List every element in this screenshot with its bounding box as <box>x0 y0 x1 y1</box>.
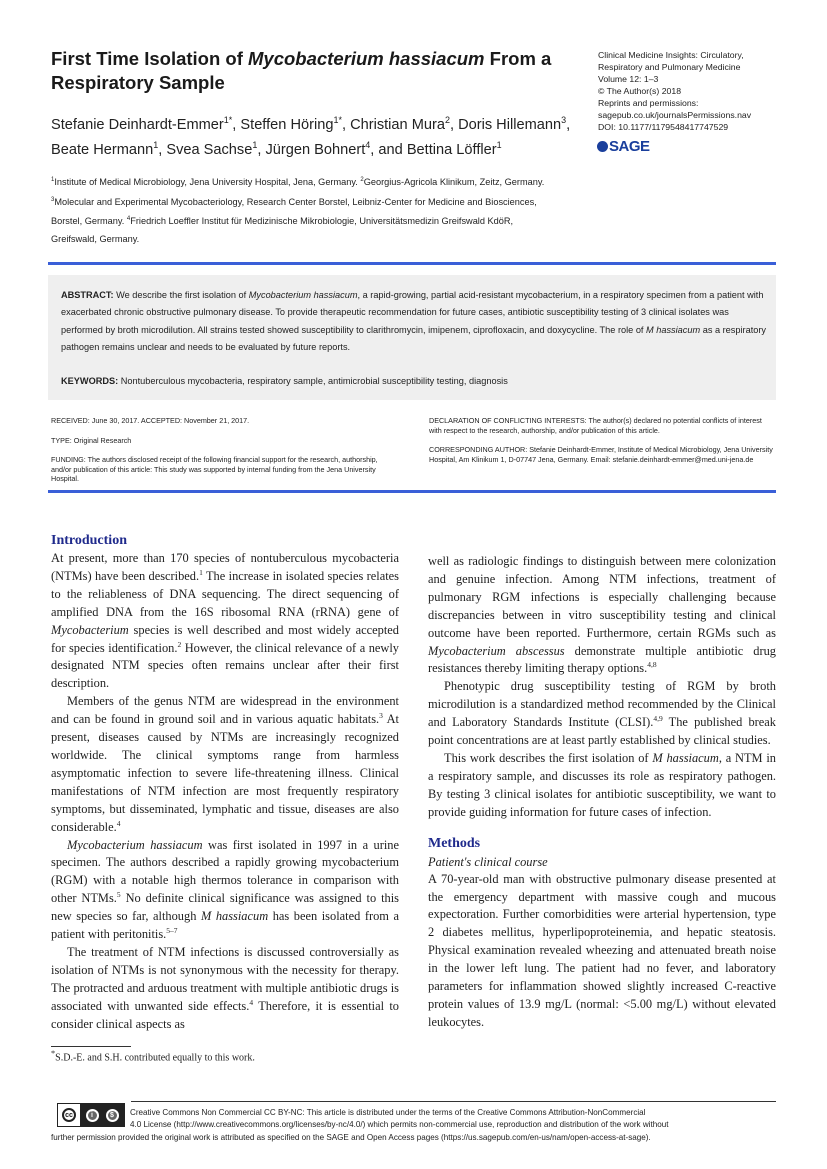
cc-icon: cc <box>62 1108 76 1122</box>
reprints-label: Reprints and permissions: <box>598 98 699 108</box>
body-column-left <box>51 532 399 1033</box>
corresponding-author: CORRESPONDING AUTHOR: Stefanie Deinhardt-Emmer, Institute of Medical Microbiology, Jena University Hospital, Am Klinikum 1, D-07747 Jena, Germany. Email: stefanie.deinhardt-emmer@med.uni-jena.de <box>429 445 773 464</box>
journal-info <box>598 49 798 133</box>
non-commercial-icon: $ <box>106 1109 119 1122</box>
license-text <box>51 1107 780 1144</box>
section-heading-methods: Methods <box>428 835 481 851</box>
author-list: Stefanie Deinhardt-Emmer$^{1*}$, Steffen Höring$^{1*}$, Christian Mura$^2$, Doris Hillemann$^3$, Beate Hermann$^1$, Svea Sachse$^1$, Jürgen Bohnert$^4$, and Bettina Löffler$^1$ <box>51 115 571 158</box>
paragraph: The treatment of NTM infections is discussed controversially as isolation of NTMs is not synonymous with the necessity for therapy. The protracted and arduous treatment with multiple antibiotic drugs is associated with unwanted side effects.$^4$ Therefore, it is essential to consider clinical aspects as <box>51 944 400 1031</box>
subsection-heading: Patient's clinical course <box>428 854 548 869</box>
paragraph: Mycobacterium hassiacum was first isolated in 1997 in a urine specimen. The authors described a rapidly growing mycobacterium (RGM) with a notable high thermos tolerance in comparison with other NTMs.$^5$ No definite clinical significance was assigned to this new species so far, although M hassiacum has been isolated from a patient with peritonitis.$^{5-7}$ <box>51 837 400 942</box>
citation[interactable]: 4 <box>116 818 121 828</box>
author-conjunction: and <box>378 141 403 158</box>
divider <box>48 262 776 265</box>
author: Bettina Löffler$^1$ <box>406 139 502 158</box>
body-column-right <box>428 553 776 1032</box>
license-line: 4.0 License (http://www.creativecommons.org/licenses/by-nc/4.0/) which permits non-commercial use, reproduction and distribution of the work without <box>130 1120 669 1130</box>
sage-globe-icon <box>597 141 608 152</box>
keywords-label: KEYWORDS: <box>61 376 119 386</box>
title-text: First Time Isolation of <box>51 48 249 69</box>
reprints-link[interactable]: sagepub.co.uk/journalsPermissions.nav <box>598 110 752 120</box>
citation[interactable]: 1 <box>199 567 203 577</box>
journal-name: Clinical Medicine Insights: Circulatory, <box>598 50 744 60</box>
citation[interactable]: 4,9 <box>653 714 663 724</box>
paragraph: Phenotypic drug susceptibility testing of RGM by broth microdilution is a standardized method recommended by the Clinical and Laboratory Standards Institute (CLSI).$^{4,9}$ The published break point concentrations are at least partly established by clinical studies. <box>428 679 776 748</box>
abstract: ABSTRACT: We describe the first isolation of Mycobacterium hassiacum, a rapid-growing, partial acid-resistant mycobacterium, in a respiratory specimen from a patient with exacerbated chronic obstructive pulmonary disease. To provide therapeutic recommendation for future cases, antibiotic susceptibility testing of 3 clinical isolates was performed by broth microdilution. All strains tested showed susceptibility to clarithromycin, imipenem, ciprofloxacin, and doxycycline. The role of M hassiacum as a respiratory pathogen remains unclear and needs to be evaluated by future reports. <box>61 290 767 352</box>
citation[interactable]: 5–7 <box>166 925 178 935</box>
affiliation: Molecular and Experimental Mycobacteriology, Research Center Borstel, Leibniz-Center for Medicine and Biosciences, Borstel, Germany. <box>51 196 537 227</box>
paragraph-continued: well as radiologic findings to distinguish between mere colonization and genuine infection. Among NTM infections, treatment of pulmonary RGM infections is especially challenging because discrepancies between in vitro susceptibility testing and clinical outcome have been reported. Furthermore, certain RGMs such as Mycobacterium abscessus demonstrate multiple antibiotic drug resistances thereby limiting therapy options.$^{4,8}$ <box>428 554 776 676</box>
copyright: © The Author(s) 2018 <box>598 86 682 96</box>
article-meta-right <box>429 416 774 471</box>
article-title <box>51 47 581 95</box>
article-meta-left <box>51 416 381 491</box>
keywords: KEYWORDS: Nontuberculous mycobacteria, respiratory sample, antimicrobial susceptibility testing, diagnosis <box>61 376 508 386</box>
funding: FUNDING: The authors disclosed receipt of the following financial support for the research, authorship, and/or publication of this article: This study was supported by internal funding from the Jena University Hospital. <box>51 455 378 483</box>
abstract-label: ABSTRACT: <box>61 290 114 300</box>
cc-by-nc-badge <box>57 1103 125 1127</box>
dates: RECEIVED: June 30, 2017. ACCEPTED: November 21, 2017. <box>51 416 250 425</box>
title-text-end: From a Respiratory Sample <box>51 48 552 93</box>
journal-name-cont: Respiratory and Pulmonary Medicine <box>598 62 741 72</box>
divider <box>48 490 776 493</box>
by-attribution-icon: i <box>86 1109 99 1122</box>
paragraph: A 70-year-old man with obstructive pulmonary disease presented at the emergency department with massive cough and mucous expectoration. Further comorbidities were arterial hypertension, type 2 diabetes mellitus, hyperlipoproteinemia, and hepatic steatosis. Physical examination revealed wheezing and attenuated breath noise in the lower left lung. The patient had no fever, and laboratory parameters for inflammation showed slightly increased C-reactive protein values of 13.9 mg/L (normal: <5.00 mg/L) without elevated leukocytes. <box>428 871 776 1029</box>
license-divider <box>131 1101 776 1102</box>
footnote: *S.D.-E. and S.H. contributed equally to this work. <box>51 1049 255 1064</box>
sage-logo: SAGE <box>597 138 650 155</box>
citation[interactable]: 5 <box>116 890 121 900</box>
doi-link[interactable]: DOI: 10.1177/1179548417747529 <box>598 122 729 132</box>
paragraph: This work describes the first isolation of M hassiacum, a NTM in a respiratory sample, and discusses its role as respiratory pathogen. By testing 3 clinical isolates for antibiotic susceptibility, we want to provide guiding information for future cases of infection. <box>428 750 777 819</box>
author: Beate Hermann$^1$ <box>51 139 159 158</box>
author: Doris Hillemann$^3$ <box>458 115 567 133</box>
title-species-name: Mycobacterium hassiacum <box>248 48 485 69</box>
author: Christian Mura$^2$ <box>350 115 450 133</box>
affiliation: Friedrich Loeffler Institut für Medizinische Mikrobiologie, Universitätsmedizin Greifswald KdöR, Greifswald, Germany. <box>51 216 514 244</box>
affiliations: $^1$Institute of Medical Microbiology, Jena University Hospital, Jena, Germany. $^2$Georgius-Agricola Klinikum, Zeitz, Germany. $^3$Molecular and Experimental Mycobacteriology, Research Center Borstel, Leibniz-Center for Medicine and Biosciences, Borstel, Germany. $^4$Friedrich Loeffler Institut für Medizinische Mikrobiologie, Universitätsmedizin Greifswald KdöR, Greifswald, Germany. <box>51 177 545 244</box>
affiliation: Institute of Medical Microbiology, Jena University Hospital, Jena, Germany. <box>54 177 361 188</box>
citation[interactable]: 4,8 <box>647 660 657 670</box>
citation[interactable]: 4 <box>249 997 254 1007</box>
author: Stefanie Deinhardt-Emmer$^{1*}$ <box>51 115 233 133</box>
footnote-divider <box>51 1046 131 1047</box>
affiliation: Georgius-Agricola Klinikum, Zeitz, Germany. <box>363 177 545 188</box>
author: Svea Sachse$^1$ <box>166 139 258 158</box>
license-line: further permission provided the original work is attributed as specified on the SAGE and Open Access pages (https://us.sagepub.com/en-us/nam/open-access-at-sage). <box>51 1132 651 1142</box>
article-type: TYPE: Original Research <box>51 435 132 445</box>
paragraph: At present, more than 170 species of nontuberculous mycobacteria (NTMs) have been described.$^1$ The increase in isolated species relates to the reliableness of DNA sequencing. The direct sequencing of amplified DNA from the 16S ribosomal RNA (rRNA) gene of Mycobacterium species is well described and most widely accepted for species identification.$^2$ However, the clinical relevance of a newly designated NTM species often remains unclear after their first description. <box>51 551 399 691</box>
paragraph: Members of the genus NTM are widespread in the environment and can be found in ground soil and in various aquatic habitats.$^3$ At present, diseases caused by NTMs are increasingly recognized worldwide. The clinical symptoms range from harmless asymptomatic infection to severe life-threatening illness. Clinical manifestations of NTM infection are most frequently respiratory symptoms, but disseminated, lymphatic and tissue, diseases are also considerable.$^4$ <box>51 694 399 834</box>
author: Jürgen Bohnert$^4$ <box>265 139 371 158</box>
journal-volume: Volume 12: 1–3 <box>598 74 659 84</box>
license-line: Creative Commons Non Commercial CC BY-NC: This article is distributed under the terms of the Creative Commons Attribution-NonCommercial <box>130 1108 646 1117</box>
conflicts: DECLARATION OF CONFLICTING INTERESTS: The author(s) declared no potential conflicts of interest with respect to the research, authorship, and/or publication of this article. <box>429 416 762 435</box>
section-heading-introduction: Introduction <box>51 533 127 548</box>
citation[interactable]: 3 <box>379 711 383 721</box>
citation[interactable]: 2 <box>177 639 182 649</box>
author: Steffen Höring$^{1*}$ <box>240 115 342 133</box>
